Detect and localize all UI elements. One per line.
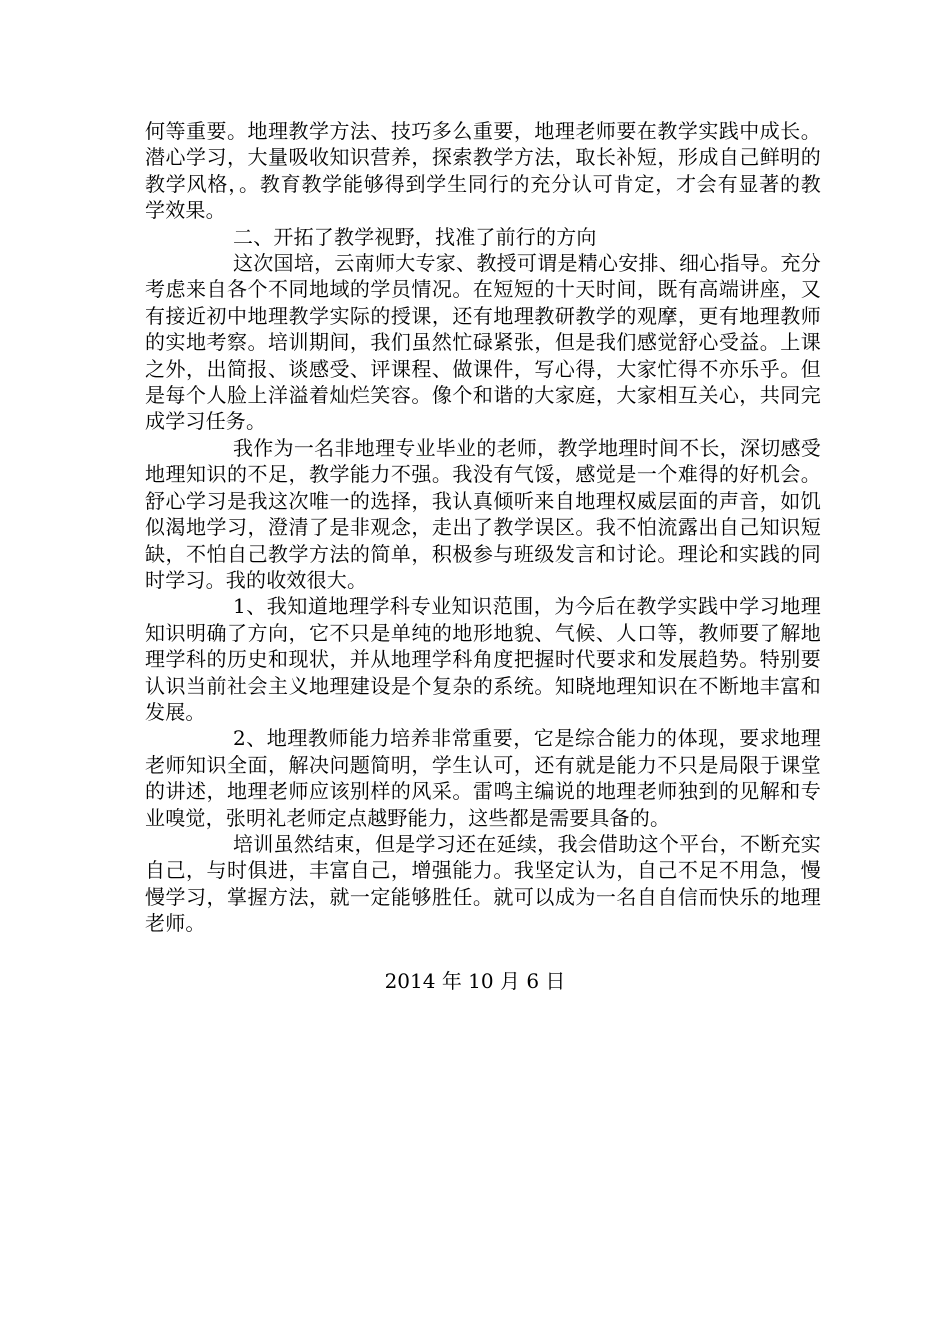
paragraph-point-two: 2、地理教师能力培养非常重要，它是综合能力的体现，要求地理老师知识全面，解决问题简明，学生认可，还有就是能力不只是局限于课堂的讲述，地理老师应该别样的风采。雷鸣主编说的地理老师独到的见解和专业嗅觉，张明礼老师定点越野能力，这些都是需要具备的。	[145, 726, 821, 830]
paragraph-training-overview: 这次国培，云南师大专家、教授可谓是精心安排、细心指导。充分考虑来自各个不同地域的学员情况。在短短的十天时间，既有高端讲座，又有接近初中地理教学实际的授课，还有地理教研教学的观摩，更有地理教师的实地考察。培训期间，我们虽然忙碌紧张，但是我们感觉舒心受益。上课之外，出简报、谈感受、评课程、做课件，写心得，大家忙得不亦乐乎。但是每个人脸上洋溢着灿烂笑容。像个和谐的大家庭，大家相互关心，共同完成学习任务。	[145, 251, 821, 434]
paragraph-point-one: 1、我知道地理学科专业知识范围，为今后在教学实践中学习地理知识明确了方向，它不只是单纯的地形地貌、气候、人口等，教师要了解地理学科的历史和现状，并从地理学科角度把握时代要求和发展趋势。特别要认识当前社会主义地理建设是个复杂的系统。知晓地理知识在不断地丰富和发展。	[145, 594, 821, 724]
paragraph-intro: 何等重要。地理教学方法、技巧多么重要，地理老师要在教学实践中成长。潜心学习，大量吸收知识营养，探索教学方法，取长补短，形成自己鲜明的教学风格，。教育教学能够得到学生同行的充分认可肯定，才会有显著的教学效果。	[145, 119, 821, 223]
document-date: 2014 年 10 月 6 日	[384, 969, 566, 993]
paragraph-personal-reflection: 我作为一名非地理专业毕业的老师，教学地理时间不长，深切感受地理知识的不足，教学能力不强。我没有气馁，感觉是一个难得的好机会。舒心学习是我这次唯一的选择，我认真倾听来自地理权威层面的声音，如饥似渴地学习，澄清了是非观念，走出了教学误区。我不怕流露出自己知识短缺，不怕自己教学方法的简单，积极参与班级发言和讨论。理论和实践的同时学习。我的收效很大。	[145, 435, 821, 592]
section-heading-two: 二、开拓了教学视野，找准了前行的方向	[233, 224, 597, 249]
document-body	[145, 118, 821, 937]
paragraph-conclusion: 培训虽然结束，但是学习还在延续，我会借助这个平台，不断充实自己，与时俱进，丰富自己，增强能力。我坚定认为，自己不足不用急，慢慢学习，掌握方法，就一定能够胜任。就可以成为一名自自信而快乐的地理老师。	[145, 831, 821, 936]
